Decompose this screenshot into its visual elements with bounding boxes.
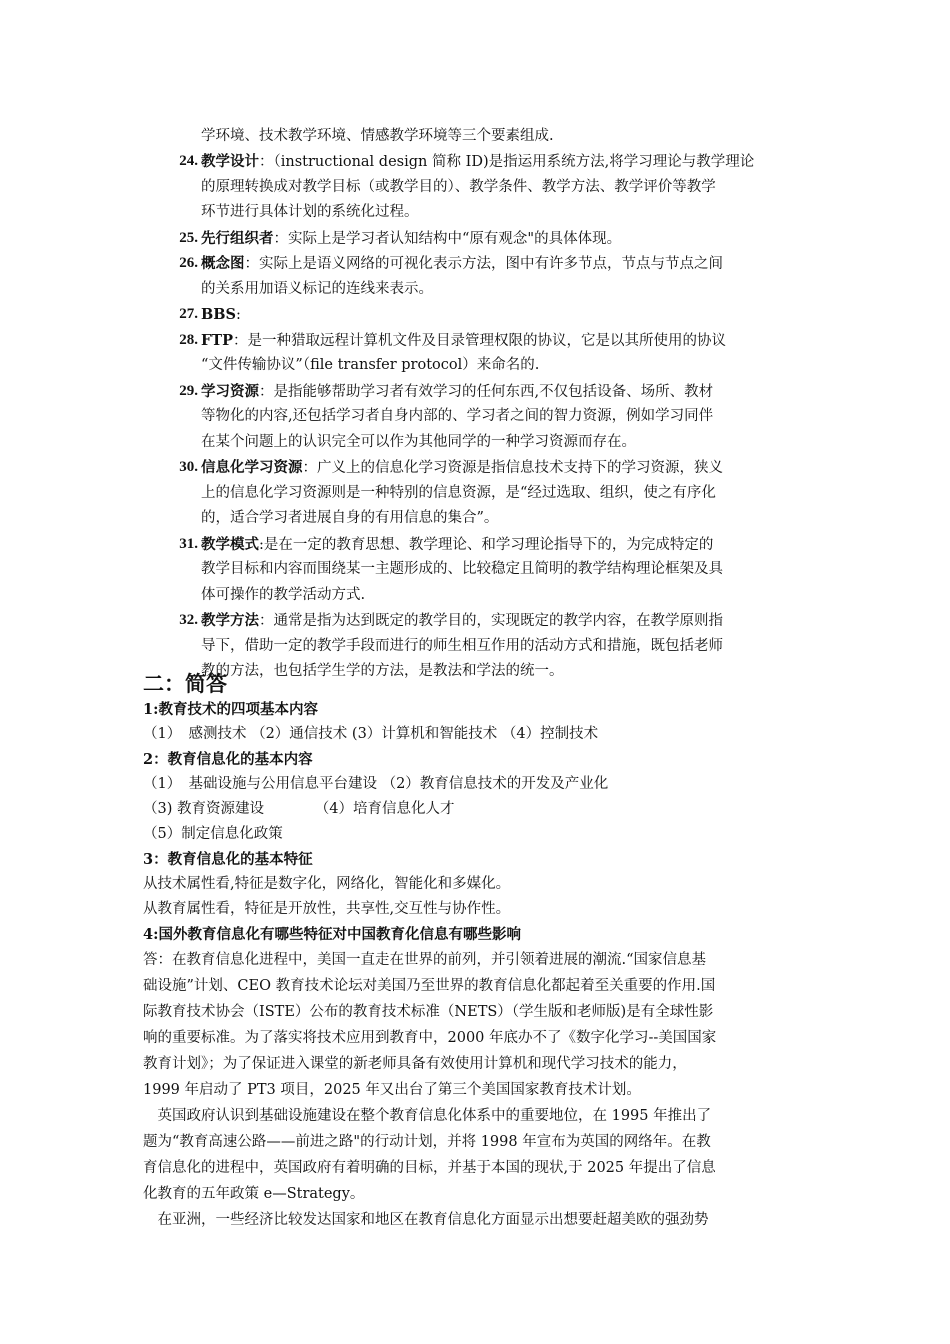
definition-line — [201, 353, 811, 379]
definition-line — [201, 557, 811, 583]
definition-term: BBS — [201, 306, 236, 323]
paragraph-line: 育信息化的进程中，英国政府有着明确的目标，并基于本国的现状,于 2025 年提出了信息 — [143, 1160, 716, 1176]
question-3-line: 从技术属性看,特征是数字化，网络化，智能化和多媒化。 — [143, 876, 511, 892]
paragraph-line: 1999 年启动了 PT3 项目，2025 年又出台了第三个美国国家教育技术计划。 — [143, 1082, 641, 1098]
question-2-line: （3) 教育资源建设 （4）培育信息化人才 — [143, 801, 455, 817]
definition-line — [201, 226, 811, 253]
continuation-line: 学环境、技术教学环境、情感教学环境等三个要素组成. — [201, 128, 554, 144]
definition-text: ：实际上是学习者认知结构中“原有观念"的具体体现。 — [273, 230, 622, 247]
definition-line — [201, 506, 811, 532]
definition-number: 27. — [179, 306, 198, 322]
definition-line — [201, 634, 811, 660]
paragraph-line: 响的重要标准。为了落实将技术应用到教育中，2000 年底办不了《数字化学习--美国国家 — [143, 1030, 717, 1046]
definition-line — [201, 302, 811, 329]
definition-text: 教学目标和内容而围绕某一主题形成的、比较稳定且简明的教学结构理论框架及具 — [201, 561, 723, 577]
question-3-title: 3：教育信息化的基本特征 — [143, 851, 313, 868]
definition-text: : — [235, 307, 241, 323]
definition-text: ：通常是指为达到既定的教学目的，实现既定的教学内容，在教学原则指 — [259, 613, 723, 629]
definition-number: 25. — [179, 229, 198, 246]
definition-line — [201, 251, 811, 278]
question-4-title: 4:国外教育信息化有哪些特征对中国教育化信息有哪些影响 — [143, 926, 521, 943]
definition-text: 体可操作的教学活动方式. — [201, 586, 366, 603]
definition-term: 教学方法 — [201, 612, 259, 629]
paragraph-line: 题为“教育高速公路——前进之路"的行动计划，并将 1998 年宣布为英国的网络年。在教 — [143, 1134, 711, 1150]
definition-term: 先行组织者 — [201, 229, 274, 247]
definition-text: 的原理转换成对教学目标（或教学目的）、教学条件、教学方法、教学评价等教学 — [201, 178, 716, 195]
definition-text: :是在一定的教育思想、教学理论、和学习理论指导下的，为完成特定的 — [259, 536, 714, 553]
definition-line — [201, 277, 811, 303]
definition-text: ：实际上是语义网络的可视化表示方法，图中有许多节点，节点与节点之间 — [244, 256, 723, 272]
question-3-line: 从教育属性看，特征是开放性，共享性,交互性与协作性。 — [143, 901, 511, 917]
definition-text: 上的信息化学习资源则是一种特别的信息资源，是“经过选取、组织，使之有序化 — [201, 484, 716, 501]
definition-term: 学习资源 — [201, 382, 259, 400]
definition-line — [201, 149, 811, 176]
paragraph-line: 答：在教育信息化进程中，美国一直走在世界的前列，并引领着进展的潮流.“国家信息基 — [143, 952, 707, 968]
answer-paragraph-uk — [143, 1103, 819, 1207]
question-2-title: 2：教育信息化的基本内容 — [143, 751, 313, 768]
definition-number: 31. — [179, 535, 198, 552]
definition-term: FTP — [201, 331, 233, 349]
definition-term: 教学模式 — [201, 535, 259, 553]
question-2-line: （1） 基础设施与公用信息平台建设 （2）教育信息技术的开发及产业化 — [143, 776, 609, 792]
paragraph-line: 化教育的五年政策 e—Strategy。 — [143, 1186, 365, 1202]
definition-line — [201, 583, 811, 609]
definition-number: 32. — [179, 612, 198, 628]
paragraph-line: 际教育技术协会（ISTE）公布的教育技术标准（NETS）（学生版和老师版)是有全球性影 — [143, 1004, 714, 1020]
definition-text: ：是一种猎取远程计算机文件及目录管理权限的协议，它是以其所使用的协议 — [233, 332, 726, 349]
answer-paragraph-asia — [143, 1207, 819, 1233]
definition-term: 信息化学习资源 — [201, 459, 303, 476]
definition-line — [201, 430, 811, 456]
definition-text: ：（instructional design 简称 ID)是指运用系统方法,将学习理论与教学理论 — [259, 154, 755, 170]
paragraph-line: 础设施”计划、CEO 教育技术论坛对美国乃至世界的教育信息化都起着至关重要的作用.国 — [143, 978, 716, 994]
definition-text: 教的方法，也包括学生学的方法，是教法和学法的统一。 — [201, 663, 564, 679]
definition-line — [201, 200, 811, 226]
paragraph-line: 在亚洲，一些经济比较发达国家和地区在教育信息化方面显示出想要赶超美欧的强劲势 — [143, 1212, 709, 1228]
definition-line — [201, 659, 811, 685]
definition-line — [201, 481, 811, 507]
definition-text: 在某个问题上的认识完全可以作为其他同学的一种学习资源而存在。 — [201, 433, 636, 450]
definition-term: 概念图 — [201, 255, 245, 272]
definition-text: 环节进行具体计划的系统化过程。 — [201, 204, 419, 220]
definition-term: 教学设计 — [201, 153, 259, 170]
definition-line — [201, 404, 811, 430]
paragraph-line: 英国政府认识到基础设施建设在整个教育信息化体系中的重要地位，在 1995 年推出了 — [143, 1108, 712, 1124]
definition-text: ：是指能够帮助学习者有效学习的任何东西,不仅包括设备、场所、教材 — [259, 383, 714, 400]
definition-text: “文件传输协议”（file transfer protocol）来命名的. — [201, 357, 540, 373]
definition-text: 导下，借助一定的教学手段而进行的师生相互作用的活动方式和措施，既包括老师 — [201, 637, 723, 654]
definition-text: 的，适合学习者进展自身的有用信息的集合”。 — [201, 510, 499, 526]
definition-line — [201, 379, 811, 406]
definition-number: 26. — [179, 255, 198, 271]
definition-line — [201, 328, 811, 355]
definition-number: 30. — [179, 459, 198, 475]
question-2-line: （5）制定信息化政策 — [143, 826, 283, 842]
definition-line — [201, 175, 811, 201]
question-1-answer: （1） 感测技术 （2）通信技术 (3）计算机和智能技术 （4）控制技术 — [143, 726, 599, 742]
definition-number: 24. — [179, 153, 198, 169]
definition-line — [201, 532, 811, 559]
definition-number: 28. — [179, 331, 198, 348]
section-title: 二：简答 — [143, 671, 227, 696]
definition-text: 等物化的内容,还包括学习者自身内部的、学习者之间的智力资源，例如学习同伴 — [201, 408, 714, 424]
answer-paragraph-usa — [143, 947, 819, 1103]
definition-line — [201, 608, 811, 635]
definition-text: 的关系用加语义标记的连线来表示。 — [201, 280, 433, 297]
paragraph-line: 教育计划》；为了保证进入课堂的新老师具备有效使用计算机和现代学习技术的能力， — [143, 1056, 687, 1072]
definition-text: ：广义上的信息化学习资源是指信息技术支持下的学习资源，狭义 — [302, 460, 723, 476]
definition-line — [201, 455, 811, 482]
question-1-title: 1:教育技术的四项基本内容 — [143, 701, 318, 718]
definition-number: 29. — [179, 382, 198, 399]
